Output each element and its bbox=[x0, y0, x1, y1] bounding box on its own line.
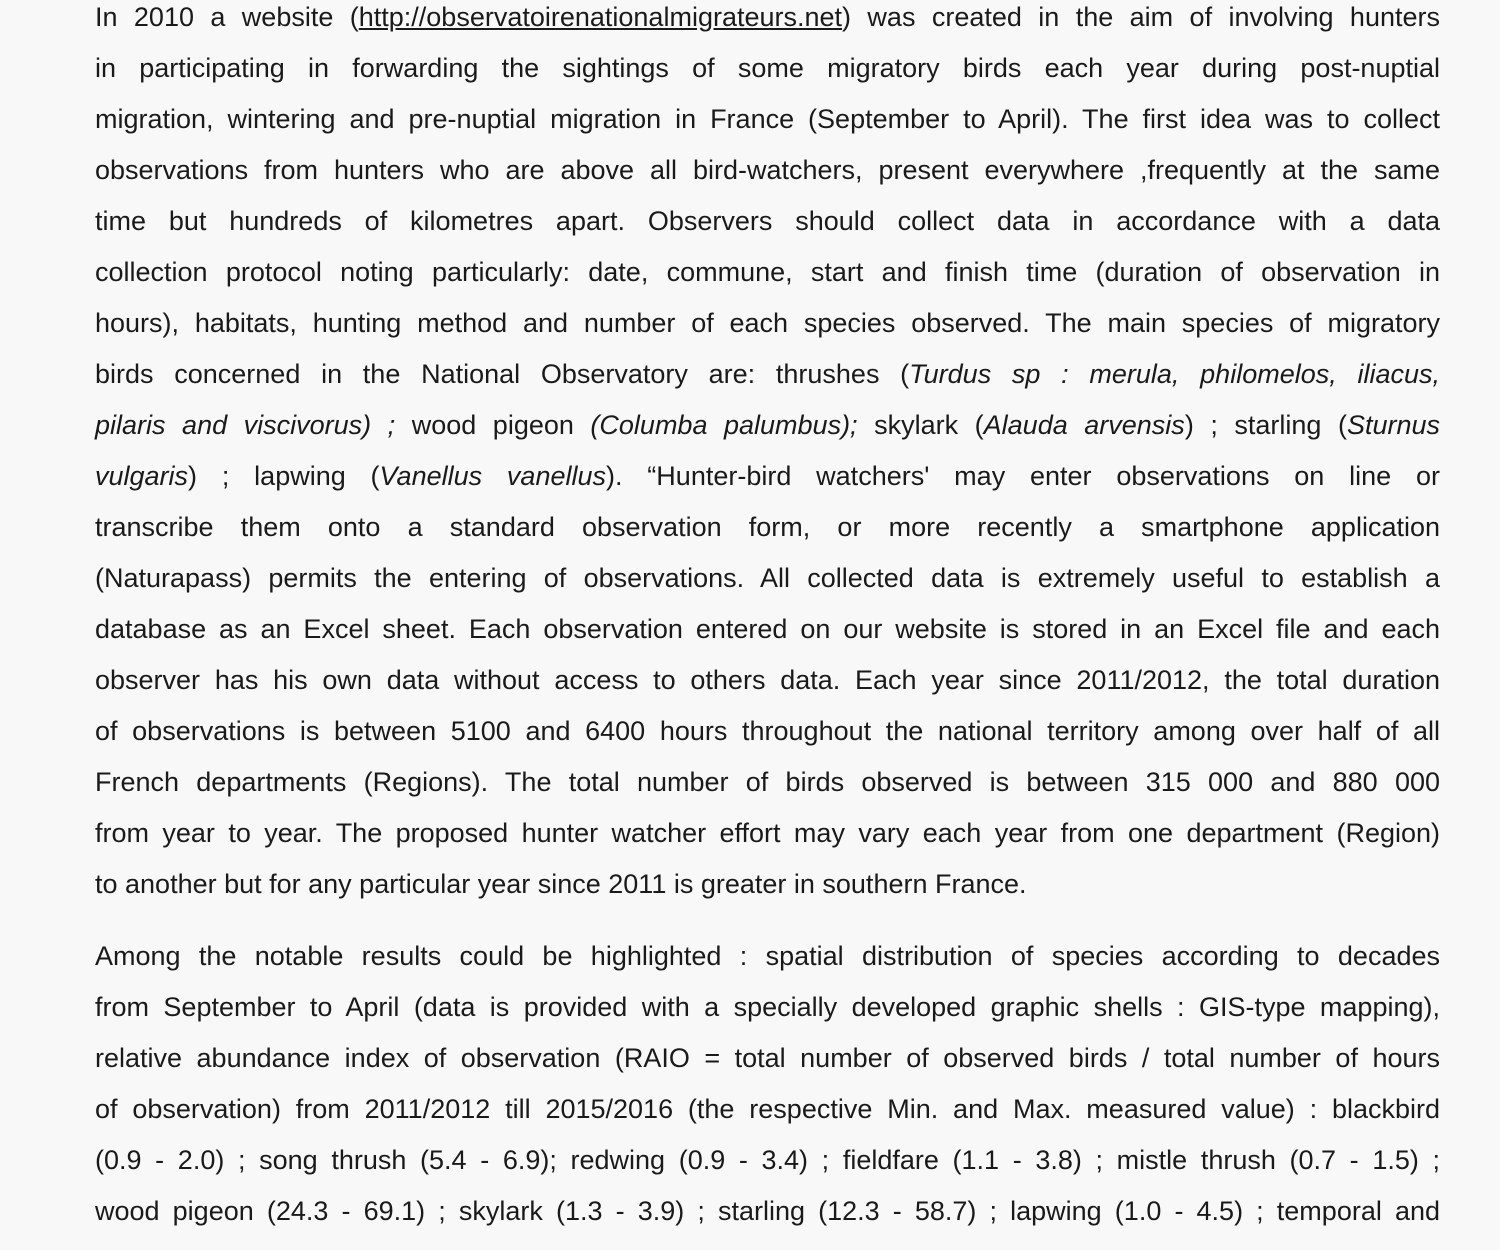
text-line: to another but for any particular year since 2011 is greater in southern France. bbox=[95, 869, 1027, 899]
paragraph-1 bbox=[95, 0, 1440, 918]
text-span: ). “Hunter-bird watchers' may enter observations on line or bbox=[606, 461, 1440, 491]
text-line bbox=[95, 408, 1440, 459]
text-line: French departments (Regions). The total number of birds observed is between 315 000 and 880 000 bbox=[95, 767, 1440, 797]
text-span: ) ; lapwing ( bbox=[188, 461, 380, 491]
text-line: (Naturapass) permits the entering of observations. All collected data is extremely useful to establish a bbox=[95, 563, 1440, 593]
paragraph-2 bbox=[95, 939, 1440, 1245]
species-name: Vanellus vanellus bbox=[379, 461, 606, 491]
species-name: pilaris and viscivorus) ; bbox=[95, 410, 396, 440]
text-line: transcribe them onto a standard observation form, or more recently a smartphone application bbox=[95, 512, 1440, 542]
text-line: observer has his own data without access to others data. Each year since 2011/2012, the total duration bbox=[95, 665, 1440, 695]
text-span: ) was created in the aim of involving hunters bbox=[842, 2, 1440, 32]
text-span: ) ; starling ( bbox=[1184, 410, 1347, 440]
species-name: (Columba palumbus); bbox=[590, 410, 858, 440]
text-line: migration, wintering and pre-nuptial migration in France (September to April). The first idea was to collect bbox=[95, 104, 1440, 134]
text-line bbox=[95, 357, 1440, 408]
species-name: Sturnus bbox=[1346, 410, 1441, 440]
text-span: wood pigeon bbox=[395, 410, 591, 440]
text-line: from September to April (data is provided with a specially developed graphic shells : GIS-type mapping), bbox=[95, 992, 1440, 1022]
text-span: In 2010 a website ( bbox=[95, 2, 359, 32]
text-line: (0.9 - 2.0) ; song thrush (5.4 - 6.9); redwing (0.9 - 3.4) ; fieldfare (1.1 - 3.8) ; mistle thrush (0.7 - 1.5) ; bbox=[95, 1145, 1440, 1175]
text-line: time but hundreds of kilometres apart. Observers should collect data in accordance with a data bbox=[95, 206, 1440, 236]
text-line: from year to year. The proposed hunter watcher effort may vary each year from one department (Region) bbox=[95, 818, 1440, 848]
text-line: relative abundance index of observation (RAIO = total number of observed birds / total number of hours bbox=[95, 1043, 1440, 1073]
text-line: hours), habitats, hunting method and number of each species observed. The main species of migratory bbox=[95, 308, 1440, 338]
text-line: observations from hunters who are above all bird-watchers, present everywhere ,frequently at the same bbox=[95, 155, 1440, 185]
text-line: Among the notable results could be highlighted : spatial distribution of species according to decades bbox=[95, 941, 1440, 971]
text-line: of observation) from 2011/2012 till 2015/2016 (the respective Min. and Max. measured value) : blackbird bbox=[95, 1094, 1440, 1124]
species-name: Alauda arvensis bbox=[983, 410, 1185, 440]
text-line bbox=[95, 459, 1440, 510]
text-line: of observations is between 5100 and 6400 hours throughout the national territory among over half of all bbox=[95, 716, 1440, 746]
text-line: wood pigeon (24.3 - 69.1) ; skylark (1.3 - 3.9) ; starling (12.3 - 58.7) ; lapwing (1.0 - 4.5) ; temporal and bbox=[95, 1196, 1440, 1226]
text-line: collection protocol noting particularly: date, commune, start and finish time (duration of observation in bbox=[95, 257, 1440, 287]
text-line bbox=[95, 0, 1440, 51]
species-name: vulgaris bbox=[95, 461, 189, 491]
species-name: Turdus sp : merula, philomelos, iliacus, bbox=[909, 359, 1440, 389]
text-span: birds concerned in the National Observatory are: thrushes ( bbox=[95, 359, 910, 389]
website-link[interactable]: http://observatoirenationalmigrateurs.net bbox=[358, 2, 843, 32]
text-span: skylark ( bbox=[857, 410, 984, 440]
text-line: in participating in forwarding the sightings of some migratory birds each year during post-nuptial bbox=[95, 53, 1440, 83]
text-line: database as an Excel sheet. Each observation entered on our website is stored in an Excel file and each bbox=[95, 614, 1440, 644]
